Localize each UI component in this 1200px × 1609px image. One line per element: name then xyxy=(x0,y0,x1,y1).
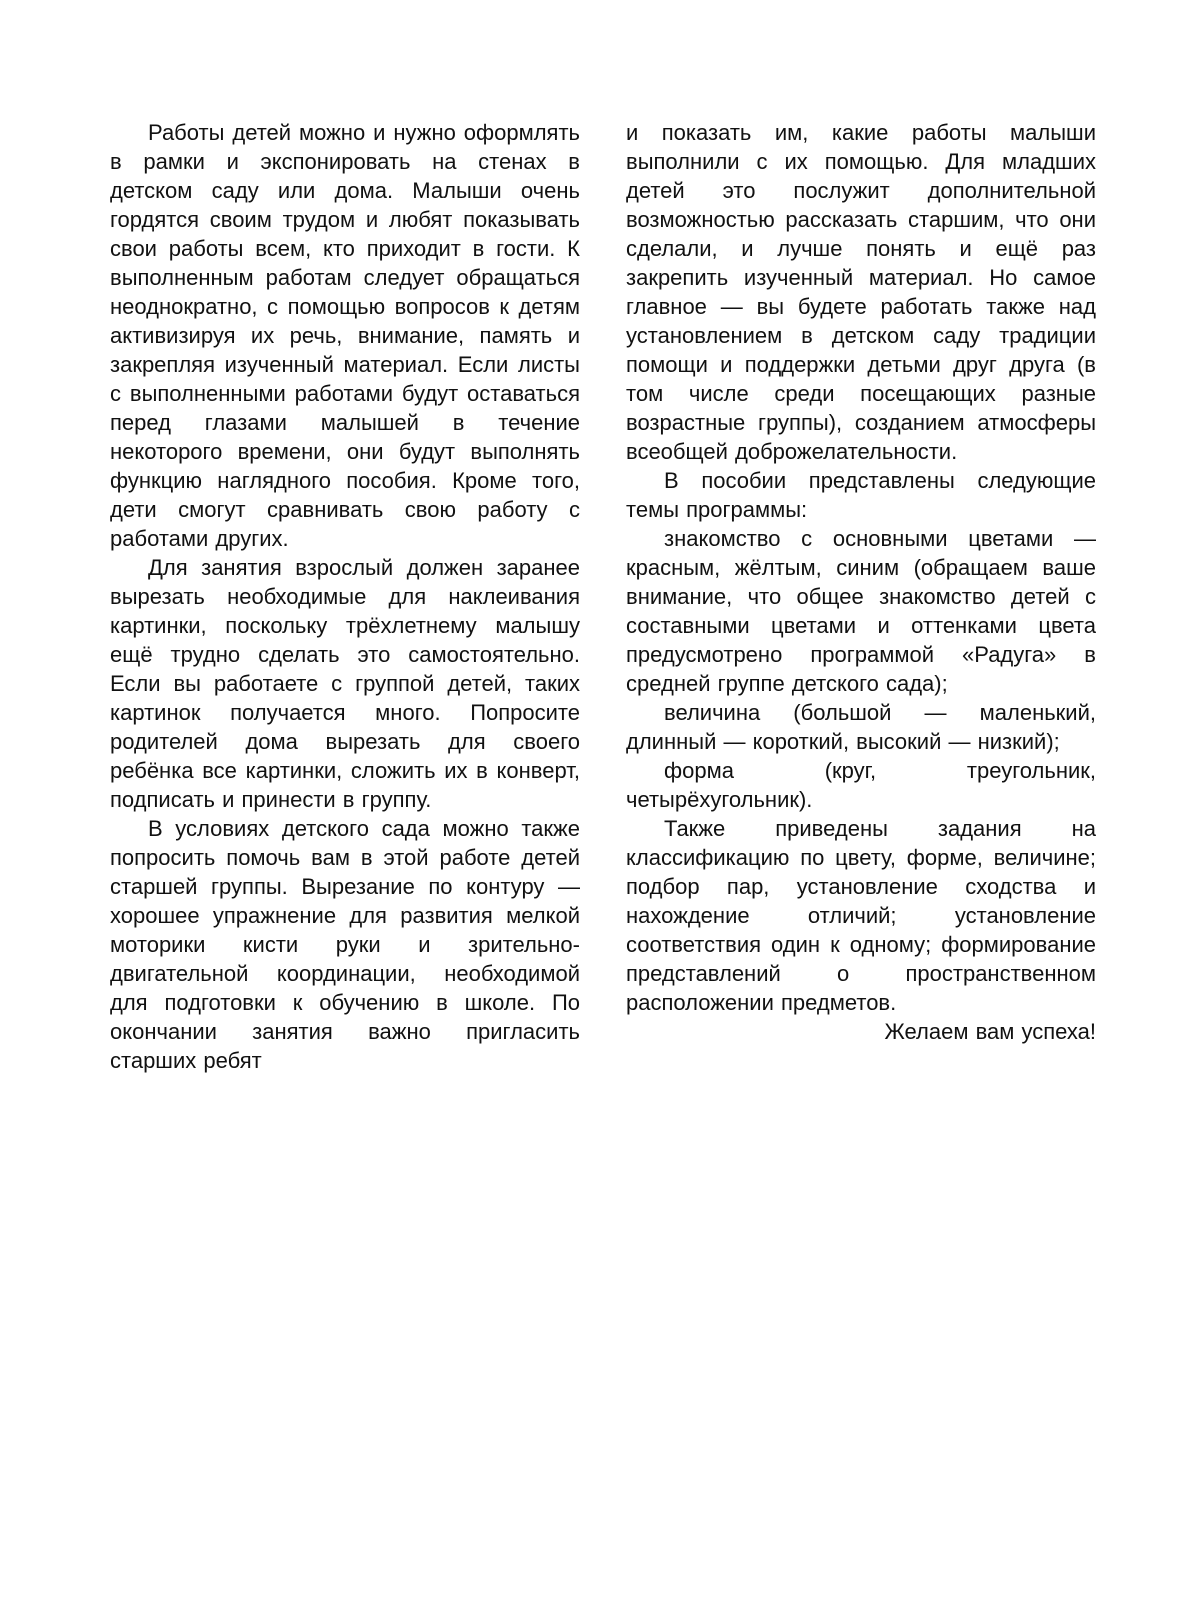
text-columns xyxy=(110,118,1096,1075)
paragraph: В пособии представлены следующие темы программы: xyxy=(626,468,1096,522)
paragraph: и показать им, какие работы малыши выполнили с их помощью. Для младших детей это послужит дополнительной возможностью рассказать старшим, что они сделали, и лучше понять и ещё раз закрепить изученный материал. Но самое главное — вы будете работать также над установлением в детском саду традиции помощи и поддержки детьми друг друга (в том числе среди посещающих разные возрастные группы), созданием атмосферы всеобщей доброжелательности. xyxy=(626,120,1096,464)
paragraph: форма (круг, треугольник, четырёхугольник). xyxy=(626,758,1096,812)
paragraph: В условиях детского сада можно также попросить помочь вам в этой работе детей старшей группы. Вырезание по контуру — хорошее упражнение для развития мелкой моторики кисти руки и зрительно-двигательной координации, необходимой для подготовки к обучению в школе. По окончании занятия важно пригласить старших ребят xyxy=(110,816,580,1073)
closing-line: Желаем вам успеха! xyxy=(884,1019,1096,1044)
right-column xyxy=(626,118,1096,1046)
paragraph: Работы детей можно и нужно оформлять в рамки и экспонировать на стенах в детском саду или дома. Малыши очень гордятся своим трудом и любят показывать свои работы всем, кто приходит в гости. К выполненным работам следует обращаться неоднократно, с помощью вопросов к детям активизируя их речь, внимание, память и закрепляя изученный материал. Если листы с выполненными работами будут оставаться перед глазами малышей в течение некоторого времени, они будут выполнять функцию наглядного пособия. Кроме того, дети смогут сравнивать свою работу с работами других. xyxy=(110,120,580,551)
left-column xyxy=(110,118,580,1075)
paragraph: Для занятия взрослый должен заранее вырезать необходимые для наклеивания картинки, поскольку трёхлетнему малышу ещё трудно сделать это самостоятельно. Если вы работаете с группой детей, таких картинок получается много. Попросите родителей дома вырезать для своего ребёнка все картинки, сложить их в конверт, подписать и принести в группу. xyxy=(110,555,580,812)
paragraph: знакомство с основными цветами — красным, жёлтым, синим (обращаем ваше внимание, что общее знакомство детей с составными цветами и оттенками цвета предусмотрено программой «Радуга» в средней группе детского сада); xyxy=(626,526,1096,696)
paragraph: величина (большой — маленький, длинный — короткий, высокий — низкий); xyxy=(626,700,1096,754)
paragraph: Также приведены задания на классификацию по цвету, форме, величине; подбор пар, установление сходства и нахождение отличий; установление соответствия один к одному; формирование представлений о пространственном расположении предметов. xyxy=(626,816,1096,1015)
